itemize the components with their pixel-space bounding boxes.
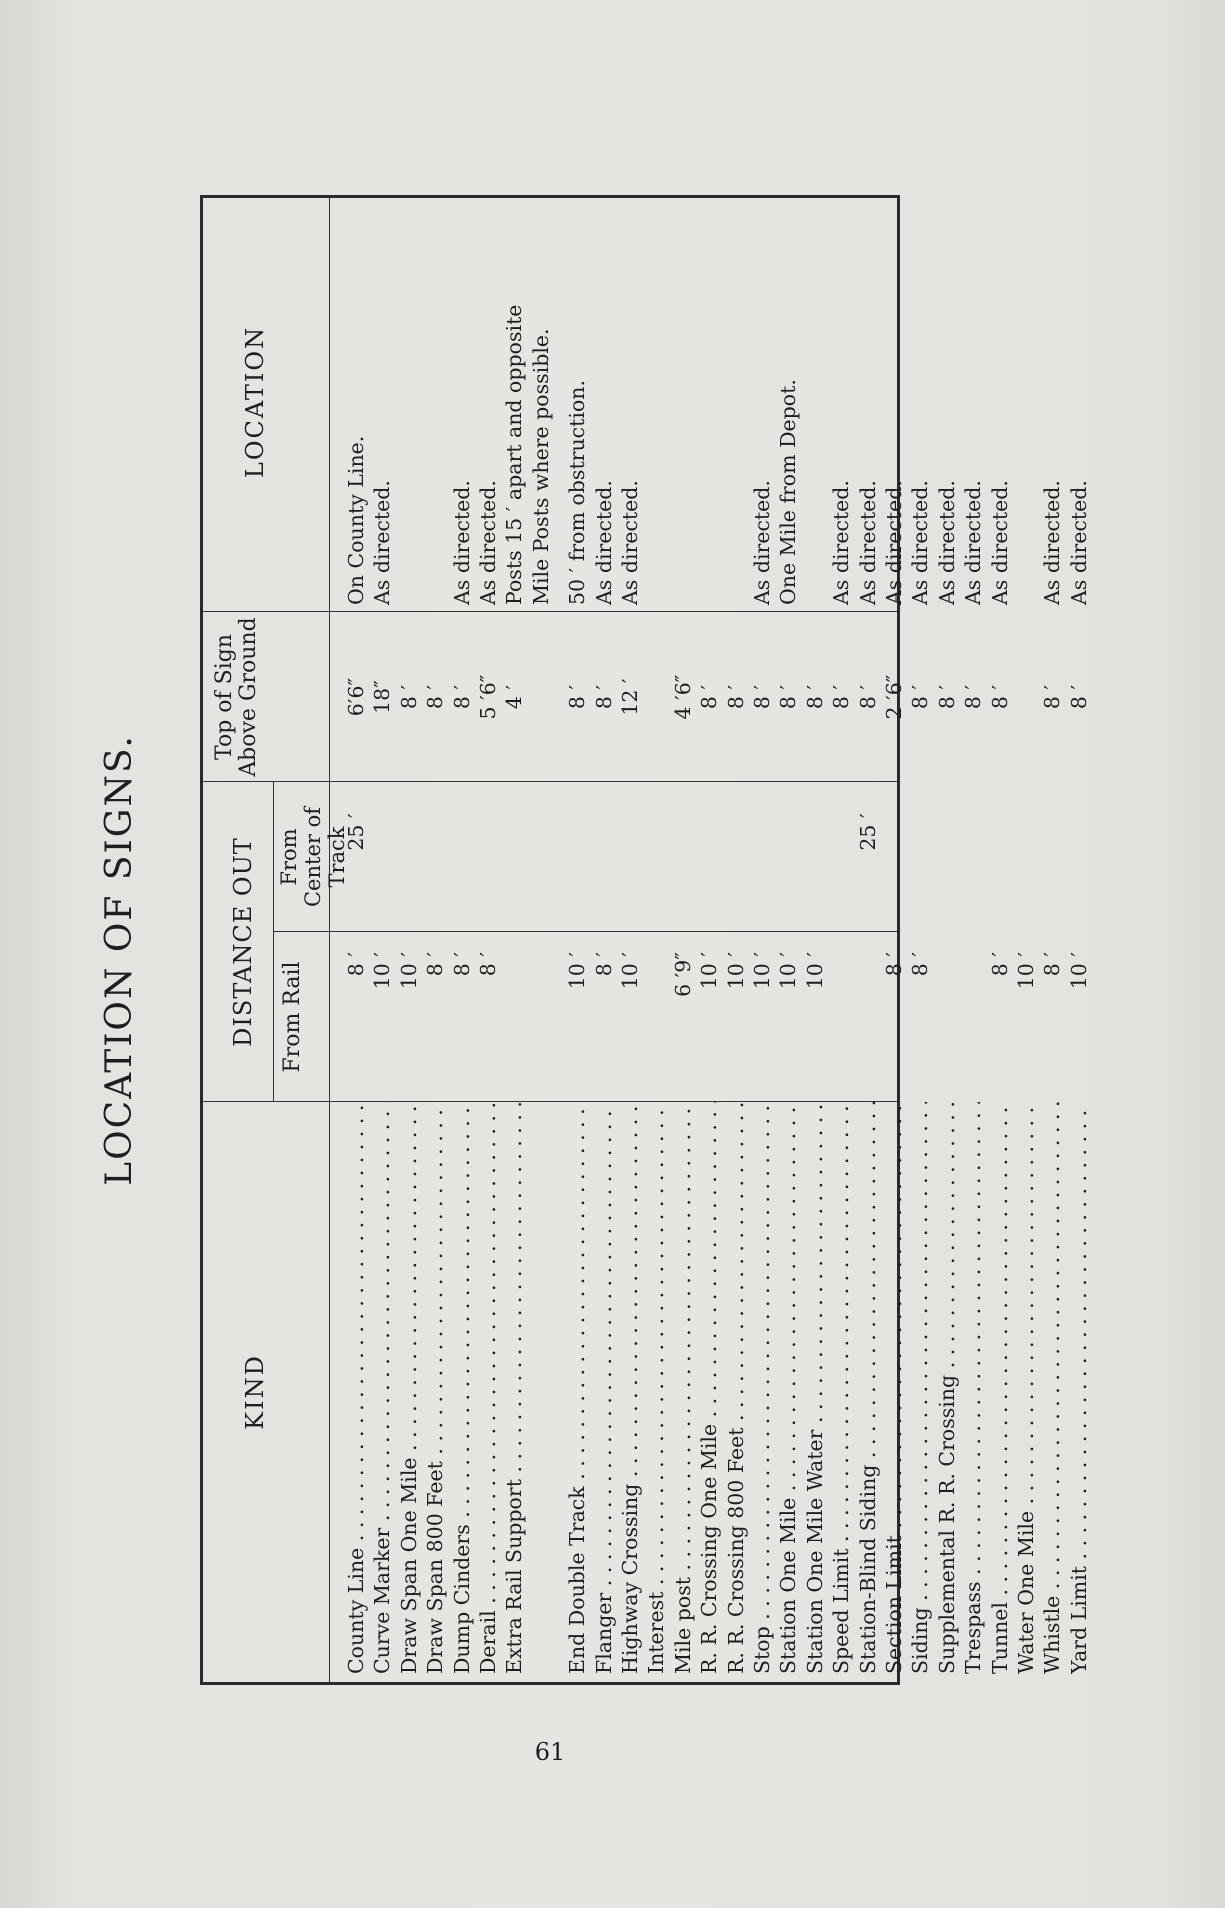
sign-location: As directed. <box>829 480 854 605</box>
sign-location: As directed. <box>1066 480 1091 605</box>
distance-from-rail: 8 ′ <box>344 952 368 977</box>
table-row <box>396 198 422 1682</box>
sign-kind: Water One Mile . . . <box>1013 1102 1039 1674</box>
header-distance-out: DISTANCE OUT <box>229 837 257 1047</box>
sign-kind: Dump Cinders . . . <box>449 1102 475 1674</box>
table-row <box>828 198 854 1682</box>
table-row <box>881 198 907 1682</box>
distance-from-rail: 8 ′ <box>1040 952 1065 977</box>
sign-height: 8 ′ <box>776 684 801 710</box>
sign-kind: Highway Crossing . . . <box>617 1102 643 1674</box>
sign-height: 8 ′ <box>697 684 722 710</box>
sign-kind: Interest . . . <box>643 1102 669 1674</box>
sign-location: As directed. <box>855 480 880 605</box>
page-title: LOCATION OF SIGNS. <box>99 734 140 1186</box>
table-row <box>775 198 801 1682</box>
sign-kind: Station-Blind Siding . . . <box>855 1102 881 1674</box>
sign-location: As directed. <box>882 480 906 605</box>
sign-height: 8 ′ <box>423 684 448 710</box>
distance-from-rail: 10 ′ <box>697 952 722 990</box>
sign-height: 8 ′ <box>1066 684 1091 710</box>
sign-height: 6′6″ <box>344 677 368 717</box>
sign-location: As directed. <box>1040 480 1065 605</box>
sign-kind: Tunnel . . . <box>987 1102 1013 1674</box>
distance-from-rail: 8 ′ <box>908 952 933 977</box>
sign-kind: Station One Mile Water . . . <box>802 1102 828 1674</box>
sign-kind: Derail . . . <box>475 1102 501 1674</box>
sign-kind: Speed Limit . . . <box>828 1102 854 1674</box>
signs-table <box>200 195 1091 1685</box>
header-top-of-sign: Top of Sign Above Ground <box>212 617 261 777</box>
sign-location: As directed. <box>370 480 395 605</box>
table-row <box>1066 198 1092 1682</box>
distance-from-rail: 8 ′ <box>449 952 474 977</box>
table-row <box>369 198 395 1682</box>
distance-from-rail: 8 ′ <box>591 952 616 977</box>
table-row <box>528 198 554 1682</box>
distance-from-rail: 6 ′9″ <box>670 952 695 997</box>
table-row <box>670 198 696 1682</box>
sign-location: As directed. <box>618 480 642 605</box>
sign-kind: Siding . . . <box>907 1102 933 1674</box>
sign-height: 18″ <box>370 680 395 714</box>
sign-height: 8 ′ <box>987 684 1012 710</box>
sign-height: 8 ′ <box>829 684 854 710</box>
table-row <box>475 198 501 1682</box>
sign-location: On County Line. <box>344 435 368 605</box>
rotated-content <box>90 195 1091 1725</box>
table-row <box>591 198 617 1682</box>
sign-kind: R. R. Crossing One Mile . . . <box>696 1102 722 1674</box>
distance-from-rail: 10 ′ <box>802 952 827 990</box>
table-row <box>1013 198 1039 1682</box>
sign-kind: R. R. Crossing 800 Feet . . . <box>723 1102 749 1674</box>
header-location: LOCATION <box>241 325 269 479</box>
sign-location: Posts 15 ′ apart and opposite <box>502 304 527 605</box>
distance-from-rail: 8 ′ <box>423 952 448 977</box>
table-row <box>802 198 828 1682</box>
sign-height: 5 ′6″ <box>476 674 500 720</box>
table-row <box>617 198 643 1682</box>
distance-from-rail: 10 ′ <box>776 952 801 990</box>
sign-kind: Extra Rail Support . . . <box>501 1102 527 1674</box>
sign-location: As directed. <box>961 480 986 605</box>
table-row <box>723 198 749 1682</box>
distance-from-center: 25 ′ <box>855 813 880 851</box>
sign-height: 8 ′ <box>802 684 827 710</box>
header-from-rail: From Rail <box>280 961 305 1073</box>
page-number: 61 <box>534 1738 566 1766</box>
sign-height: 8 ′ <box>449 684 474 710</box>
table-row <box>643 198 669 1682</box>
table-row <box>855 198 881 1682</box>
sign-height: 8 ′ <box>855 684 880 710</box>
sign-location: 50 ′ from obstruction. <box>565 379 590 605</box>
distance-from-rail: 10 ′ <box>723 952 748 990</box>
sign-kind: Station One Mile . . . <box>775 1102 801 1674</box>
table-row <box>907 198 933 1682</box>
distance-from-rail: 8 ′ <box>882 952 906 977</box>
sign-height: 8 ′ <box>723 684 748 710</box>
table-row <box>343 198 369 1682</box>
table-row <box>960 198 986 1682</box>
sign-location: As directed. <box>987 480 1012 605</box>
header-rule <box>329 198 330 1682</box>
sign-kind: Section Limit . . . <box>881 1102 907 1674</box>
sign-location: As directed. <box>476 480 500 605</box>
sign-kind: Draw Span 800 Feet . . . <box>422 1102 448 1674</box>
sign-kind: Whistle . . . <box>1039 1102 1065 1674</box>
table-row <box>749 198 775 1682</box>
distance-from-rail: 10 ′ <box>1014 952 1038 990</box>
sign-location: As directed. <box>908 480 933 605</box>
table-row <box>422 198 448 1682</box>
table-row <box>564 198 590 1682</box>
sign-kind: Trespass . . . <box>960 1102 986 1674</box>
distance-from-rail: 10 ′ <box>396 952 421 990</box>
table-row <box>449 198 475 1682</box>
sign-location: As directed. <box>449 480 474 605</box>
distance-from-rail: 8 ′ <box>476 952 500 977</box>
sign-height: 12 ′ <box>618 678 642 716</box>
table-row <box>1039 198 1065 1682</box>
header-rule <box>273 782 274 1102</box>
sign-location: Mile Posts where possible. <box>528 328 553 605</box>
header-kind: KIND <box>241 1354 269 1430</box>
sign-location: As directed. <box>750 480 774 605</box>
sign-kind: Flanger . . . <box>591 1102 617 1674</box>
sign-kind: Curve Marker . . . <box>369 1102 395 1674</box>
distance-from-rail: 10 ′ <box>565 952 590 990</box>
sign-height: 8 ′ <box>934 684 959 710</box>
sign-height: 4 ′ <box>502 684 527 710</box>
distance-from-rail: 10 ′ <box>1066 952 1091 990</box>
sign-location: As directed. <box>934 480 959 605</box>
sign-kind: Supplemental R. R. Crossing . . . <box>934 1102 960 1674</box>
sign-height: 8 ′ <box>565 684 590 710</box>
distance-from-center: 25 ′ <box>344 813 368 851</box>
sign-kind: Stop . . . <box>749 1102 775 1674</box>
sign-height: 8 ′ <box>396 684 421 710</box>
table-row <box>696 198 722 1682</box>
sign-height: 2 ′6″ <box>882 674 906 720</box>
sign-height: 8 ′ <box>591 684 616 710</box>
sign-kind: County Line . . . <box>343 1102 369 1674</box>
table-row <box>501 198 527 1682</box>
sign-height: 8 ′ <box>750 684 774 710</box>
table-row <box>934 198 960 1682</box>
distance-from-rail: 10 ′ <box>370 952 395 990</box>
sign-height: 4 ′6″ <box>670 674 695 720</box>
sign-kind: Yard Limit . . . <box>1066 1102 1092 1674</box>
distance-from-rail: 10 ′ <box>618 952 642 990</box>
distance-from-rail: 8 ′ <box>987 952 1012 977</box>
sign-height: 8 ′ <box>961 684 986 710</box>
distance-from-rail: 10 ′ <box>750 952 774 990</box>
sign-height: 8 ′ <box>1040 684 1065 710</box>
sign-location: One Mile from Depot. <box>776 379 801 605</box>
header-from-center: From Center of Track <box>277 806 349 908</box>
sign-height: 8 ′ <box>908 684 933 710</box>
sign-kind: Draw Span One Mile . . . <box>396 1102 422 1674</box>
table-row <box>987 198 1013 1682</box>
sign-location: As directed. <box>591 480 616 605</box>
sign-kind: Mile post . . . <box>670 1102 696 1674</box>
sign-kind: End Double Track . . . <box>564 1102 590 1674</box>
